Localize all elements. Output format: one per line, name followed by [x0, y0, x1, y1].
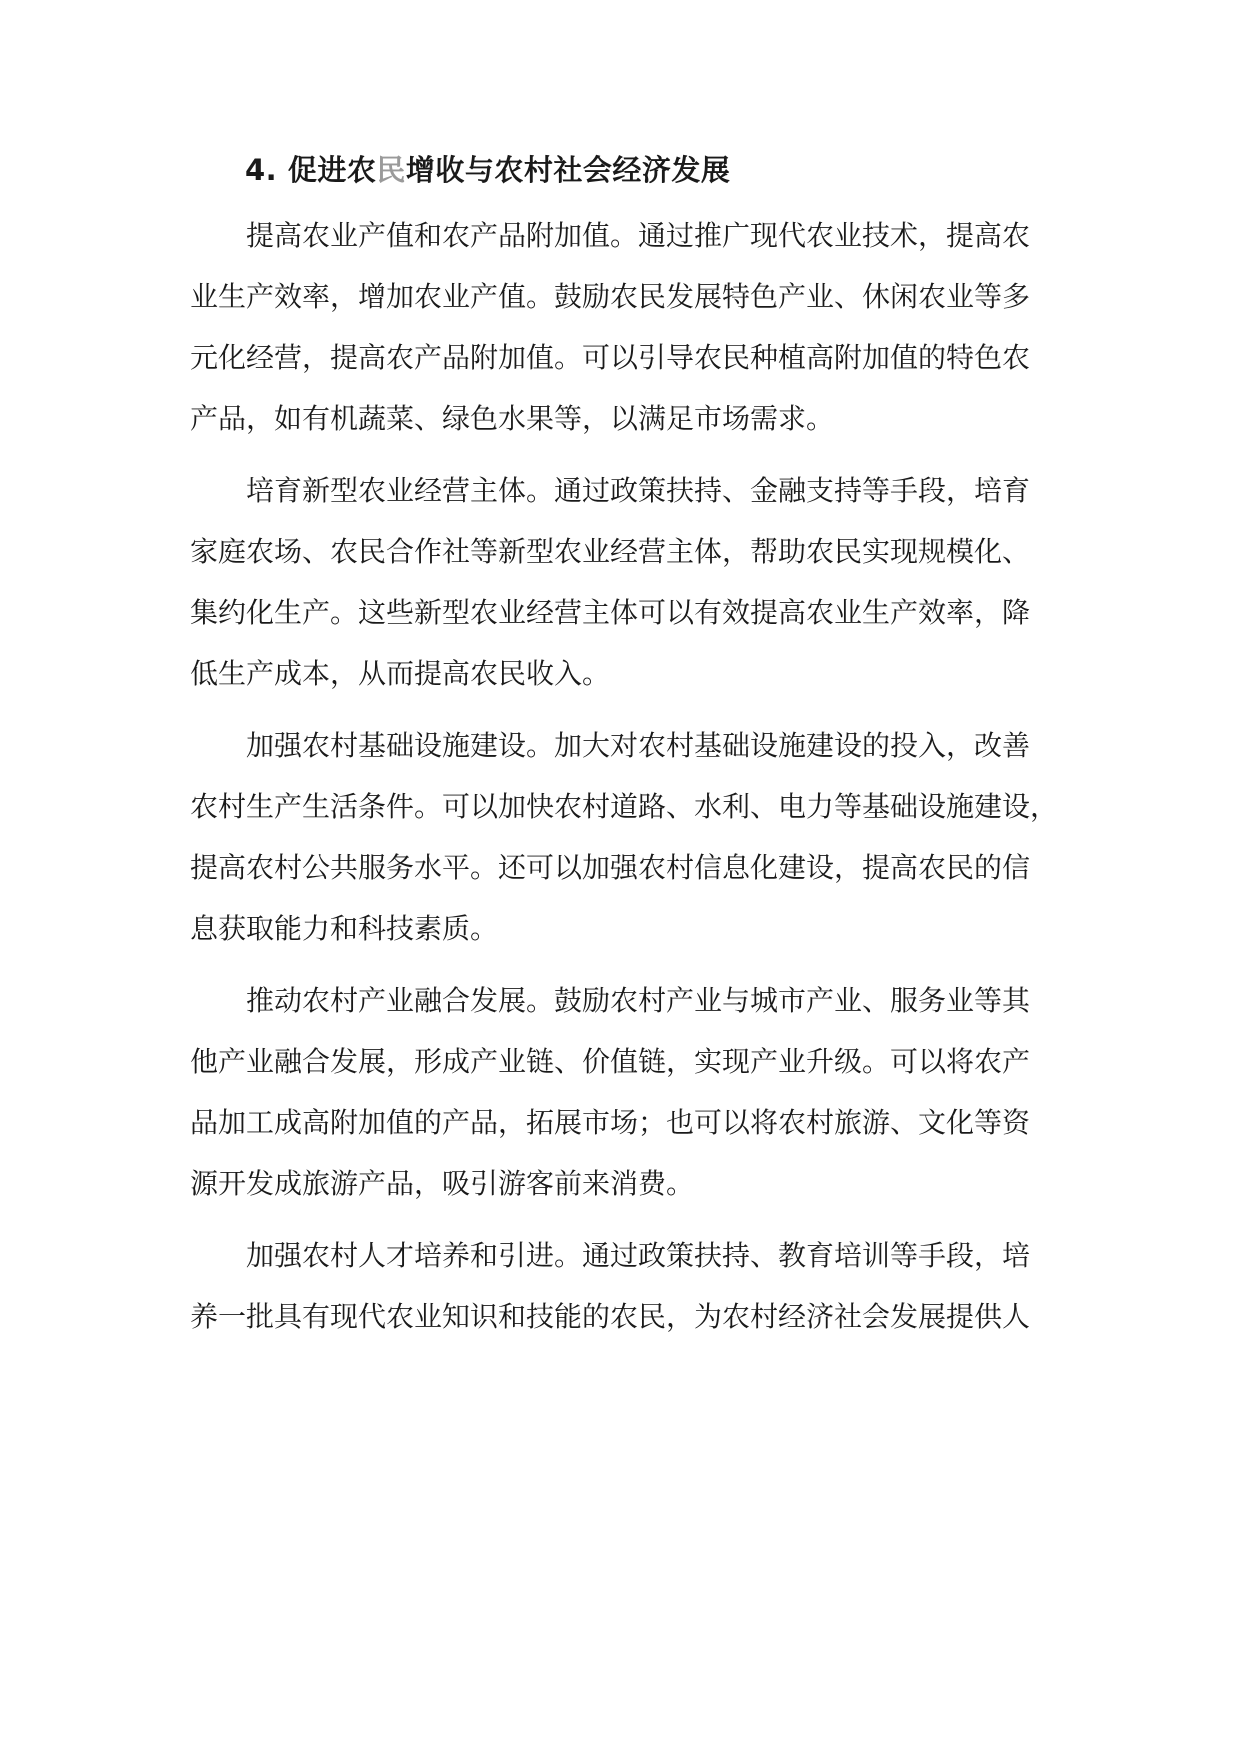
paragraph-line: 他产业融合发展，形成产业链、价值链，实现产业升级。可以将农产	[190, 1045, 1031, 1078]
paragraph-line: 养一批具有现代农业知识和技能的农民，为农村经济社会发展提供人	[190, 1300, 1031, 1333]
paragraph-line: 家庭农场、农民合作社等新型农业经营主体，帮助农民实现规模化、	[190, 535, 1031, 568]
heading-text-part3: 增收与农村社会经济发展	[405, 153, 731, 187]
paragraph-1	[190, 205, 1060, 449]
paragraph-3	[190, 715, 1060, 959]
paragraph-line: 产品，如有机蔬菜、绿色水果等，以满足市场需求。	[190, 402, 835, 435]
paragraph-line: 集约化生产。这些新型农业经营主体可以有效提高农业生产效率，降	[190, 596, 1031, 629]
paragraph-2	[190, 460, 1060, 704]
paragraph-line: 农村生产生活条件。可以加快农村道路、水利、电力等基础设施建设，	[190, 790, 1059, 823]
heading-text-part1: 促进农	[287, 153, 377, 187]
paragraph-5	[190, 1225, 1060, 1347]
paragraph-line: 提高农村公共服务水平。还可以加强农村信息化建设，提高农民的信	[190, 851, 1031, 884]
paragraph-line: 培育新型农业经营主体。通过政策扶持、金融支持等手段，培育	[246, 474, 1031, 507]
paragraph-line: 低生产成本，从而提高农民收入。	[190, 657, 611, 690]
paragraph-line: 元化经营，提高农产品附加值。可以引导农民种植高附加值的特色农	[190, 341, 1031, 374]
paragraph-line: 提高农业产值和农产品附加值。通过推广现代农业技术，提高农	[246, 219, 1031, 252]
heading-text-part2: 民	[376, 153, 406, 187]
paragraph-4	[190, 970, 1060, 1214]
paragraph-line: 推动农村产业融合发展。鼓励农村产业与城市产业、服务业等其	[246, 984, 1031, 1017]
paragraph-line: 加强农村基础设施建设。加大对农村基础设施建设的投入，改善	[246, 729, 1031, 762]
paragraph-line: 业生产效率，增加农业产值。鼓励农民发展特色产业、休闲农业等多	[190, 280, 1031, 313]
paragraph-line: 加强农村人才培养和引进。通过政策扶持、教育培训等手段，培	[246, 1239, 1031, 1272]
heading-number: 4.	[245, 153, 278, 187]
paragraph-line: 源开发成旅游产品，吸引游客前来消费。	[190, 1167, 695, 1200]
paragraph-line: 息获取能力和科技素质。	[190, 912, 499, 945]
paragraph-line: 品加工成高附加值的产品，拓展市场；也可以将农村旅游、文化等资	[190, 1106, 1031, 1139]
section-heading	[245, 150, 730, 190]
